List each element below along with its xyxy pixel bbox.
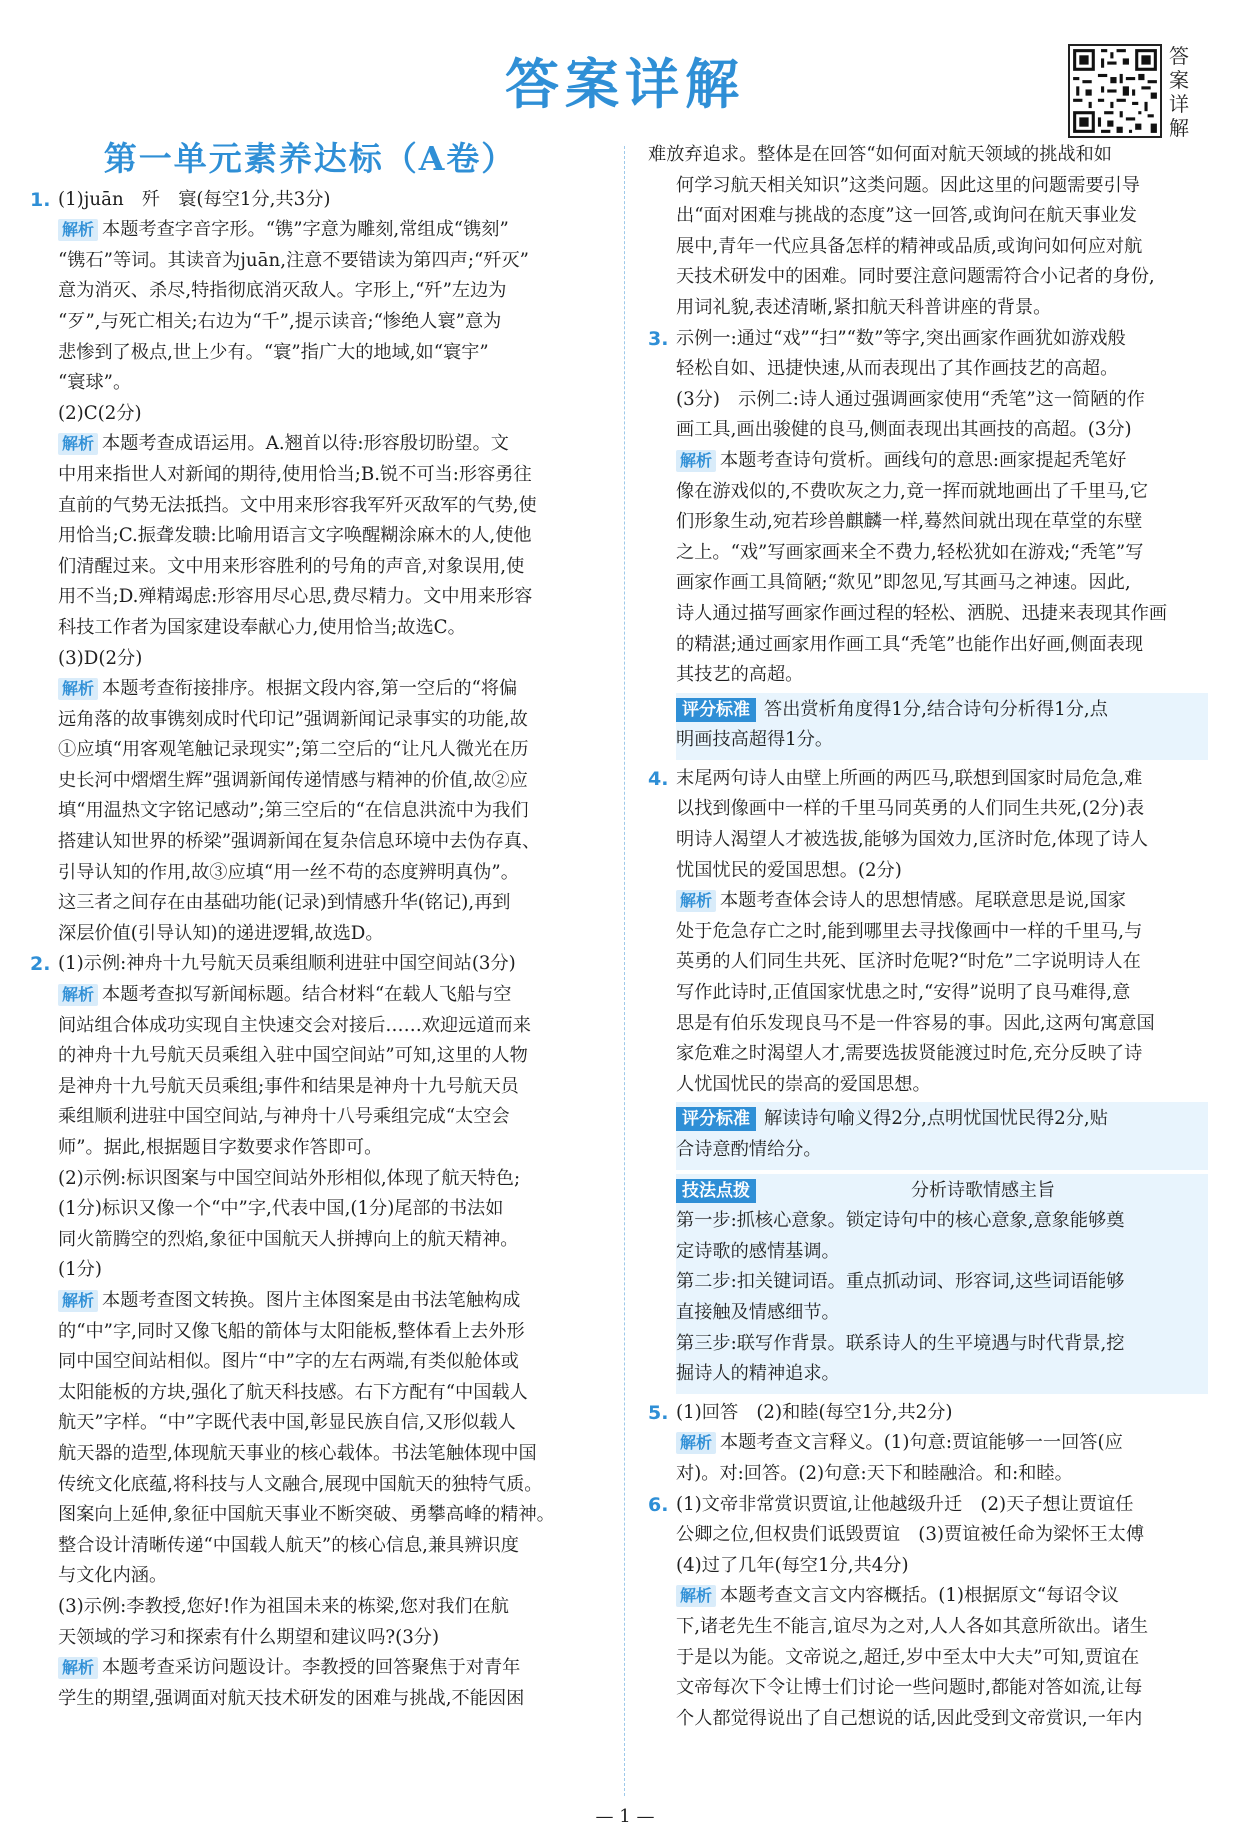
answer-line: 忧国忧民的爱国思想。(2分) <box>676 859 902 881</box>
question-number: 6. <box>648 1493 669 1516</box>
answer-line: (1分)标识又像一个“中”字,代表中国,(1分)尾部的书法如 <box>58 1198 504 1220</box>
analysis-text: 思是有伯乐发现良马不是一件容易的事。因此,这两句寓意国 <box>676 1012 1155 1034</box>
analysis-text: 文帝每次下令让博士们讨论一些问题时,都能对答如流,让每 <box>676 1677 1143 1699</box>
analysis-text: 个人都觉得说出了自己想说的话,因此受到文帝赏识,一年内 <box>676 1707 1143 1729</box>
analysis-text: 之上。“戏”写画家画来全不费力,轻松犹如在游戏;“秃笔”写 <box>676 541 1144 563</box>
scoring-box <box>676 693 1208 760</box>
analysis-line <box>58 429 590 460</box>
analysis-text: 家危难之时渴望人才,需要选拔贤能渡过时危,充分反映了诗 <box>676 1043 1143 1065</box>
analysis-text: 本题考查图文转换。图片主体图案是由书法笔触构成 <box>102 1289 521 1311</box>
analysis-line <box>58 1653 590 1684</box>
page-number: — 1 — <box>595 1806 655 1827</box>
analysis-text: 这三者之间存在由基础功能(记录)到情感升华(铭记),再到 <box>58 892 511 914</box>
method-tip-text: 第一步:抓核心意象。锁定诗句中的核心意象,意象能够奠 <box>676 1210 1125 1232</box>
analysis-tag: 解析 <box>676 450 716 472</box>
question-1 <box>30 185 590 950</box>
page-title: 答案详解 <box>505 53 745 116</box>
question-2 <box>30 949 590 1714</box>
scoring-box <box>676 1102 1208 1169</box>
method-tip-title: 分析诗歌情感主旨 <box>911 1179 1055 1201</box>
answer-line: (1分) <box>58 1259 102 1281</box>
analysis-text: ①应填“用客观笔触记录现实”;第二空后的“让凡人微光在历 <box>58 739 529 761</box>
question-number: 1. <box>30 188 51 211</box>
analysis-text: 下,诸老先生不能言,谊尽为之对,人人各如其意所欲出。诸生 <box>676 1615 1149 1637</box>
qr-code-icon[interactable] <box>1068 44 1162 138</box>
analysis-text: 的“中”字,同时又像飞船的箭体与太阳能板,整体看上去外形 <box>58 1320 525 1342</box>
scoring-badge: 评分标准 <box>676 698 756 722</box>
analysis-tag: 解析 <box>58 678 98 700</box>
analysis-text: 直前的气势无法抵挡。文中用来形容我军歼灭敌军的气势,使 <box>58 494 537 516</box>
qr-caption-char: 答 <box>1169 44 1189 68</box>
analysis-text: 乘组顺利进驻中国空间站,与神舟十八号乘组完成“太空会 <box>58 1106 510 1128</box>
left-column <box>30 140 590 1714</box>
answer-line: 以找到像画中一样的千里马同英勇的人们同生共死,(2分)表 <box>676 798 1145 820</box>
answer-line: (1)juān 歼 寰(每空1分,共3分) <box>58 188 331 210</box>
analysis-text: 间站组合体成功实现自主快速交会对接后……欢迎远道而来 <box>58 1014 531 1036</box>
analysis-text: 用不当;D.殚精竭虑:形容用尽心思,费尽精力。文中用来形容 <box>58 586 533 608</box>
answer-line: (1)回答 (2)和睦(每空1分,共2分) <box>676 1401 953 1423</box>
question-6 <box>648 1490 1208 1735</box>
question-2-continued <box>648 140 1208 324</box>
analysis-text: 远角落的故事镌刻成时代印记”强调新闻记录事实的功能,故 <box>58 708 528 730</box>
method-tip-text: 定诗歌的感情基调。 <box>676 1240 840 1262</box>
question-number: 5. <box>648 1401 669 1424</box>
question-5 <box>648 1398 1208 1490</box>
page-footer <box>0 1806 1250 1827</box>
analysis-text: 出“面对困难与挑战的态度”这一回答,或询问在航天事业发 <box>676 205 1137 227</box>
analysis-text: “歹”,与死亡相关;右边为“千”,提示读音;“惨绝人寰”意为 <box>58 310 502 332</box>
answer-line: 同火箭腾空的烈焰,象征中国航天人拼搏向上的航天精神。 <box>58 1228 519 1250</box>
qr-caption <box>1168 44 1190 140</box>
analysis-tag: 解析 <box>58 219 98 241</box>
answer-line: 轻松自如、迅捷快速,从而表现出了其作画技艺的高超。 <box>676 358 1119 380</box>
analysis-text: 画家作画工具简陋;“欻见”即忽见,写其画马之神速。因此, <box>676 572 1131 594</box>
analysis-text: 天技术研发中的困难。同时要注意问题需符合小记者的身份, <box>676 266 1155 288</box>
answer-line: (1)文帝非常赏识贾谊,让他越级升迁 (2)天子想让贾谊任 <box>676 1493 1134 1515</box>
analysis-text: 本题考查字音字形。“镌”字意为雕刻,常组成“镌刻” <box>102 219 509 241</box>
answer-line: (1)示例:神舟十九号航天员乘组顺利进驻中国空间站(3分) <box>58 953 516 975</box>
analysis-text: 本题考查诗句赏析。画线句的意思:画家提起秃笔好 <box>720 449 1127 471</box>
column-divider <box>624 146 625 1796</box>
analysis-text: 本题考查文言释义。(1)句意:贾谊能够一一回答(应 <box>720 1432 1123 1454</box>
analysis-text: 航天器的造型,体现航天事业的核心载体。书法笔触体现中国 <box>58 1442 537 1464</box>
analysis-text: 诗人通过描写画家作画过程的轻松、洒脱、迅捷来表现其作画 <box>676 602 1168 624</box>
scoring-text: 答出赏析角度得1分,结合诗句分析得1分,点 <box>764 698 1108 720</box>
analysis-text: 意为消灭、杀尽,特指彻底消灭敌人。字形上,“歼”左边为 <box>58 280 507 302</box>
qr-caption-char: 解 <box>1169 116 1189 140</box>
analysis-text: 处于危急存亡之时,能到哪里去寻找像画中一样的千里马,与 <box>676 920 1143 942</box>
scoring-badge: 评分标准 <box>676 1107 756 1131</box>
question-number: 4. <box>648 767 669 790</box>
section-title: 第一单元素养达标（A卷） <box>103 139 517 178</box>
answer-line: (3)D(2分) <box>58 647 143 669</box>
analysis-tag: 解析 <box>676 1432 716 1454</box>
question-3 <box>648 324 1208 760</box>
scoring-text: 解读诗句喻义得2分,点明忧国忧民得2分,贴 <box>764 1108 1108 1130</box>
analysis-line <box>58 215 590 246</box>
answer-line: (4)过了几年(每空1分,共4分) <box>676 1554 909 1576</box>
answer-line: 公卿之位,但权贵们诋毁贾谊 (3)贾谊被任命为梁怀王太傅 <box>676 1524 1145 1546</box>
analysis-text: “镌石”等词。其读音为juān,注意不要错读为第四声;“歼灭” <box>58 249 529 271</box>
analysis-text: 科技工作者为国家建设奉献心力,使用恰当;故选C。 <box>58 616 466 638</box>
analysis-tag: 解析 <box>676 1585 716 1607</box>
qr-code-graphic <box>1070 46 1160 136</box>
analysis-text: 深层价值(引导认知)的递进逻辑,故选D。 <box>58 922 384 944</box>
analysis-text: 用词礼貌,表述清晰,紧扣航天科普讲座的背景。 <box>676 296 1052 318</box>
analysis-text: 本题考查衔接排序。根据文段内容,第一空后的“将偏 <box>102 678 518 700</box>
analysis-line <box>58 674 590 705</box>
analysis-line <box>676 1428 1208 1459</box>
analysis-text: 于是以为能。文帝说之,超迁,岁中至太中大夫”可知,贾谊在 <box>676 1646 1140 1668</box>
analysis-text: 本题考查采访问题设计。李教授的回答聚焦于对青年 <box>102 1657 521 1679</box>
analysis-text: 本题考查拟写新闻标题。结合材料“在载人飞船与空 <box>102 984 512 1006</box>
analysis-text: 填“用温热文字铭记感动”;第三空后的“在信息洪流中为我们 <box>58 800 529 822</box>
qr-caption-char: 案 <box>1169 68 1189 92</box>
analysis-text: 整合设计清晰传递“中国载人航天”的核心信息,兼具辨识度 <box>58 1534 519 1556</box>
question-4 <box>648 764 1208 1394</box>
analysis-text: 人忧国忧民的崇高的爱国思想。 <box>676 1073 931 1095</box>
analysis-text: 对)。对:回答。(2)句意:天下和睦融洽。和:和睦。 <box>676 1462 1073 1484</box>
analysis-text: 传统文化底蕴,将科技与人文融合,展现中国航天的独特气质。 <box>58 1473 543 1495</box>
analysis-text: 写作此诗时,正值国家忧患之时,“安得”说明了良马难得,意 <box>676 982 1131 1004</box>
analysis-text: 悲惨到了极点,世上少有。“寰”指广大的地域,如“寰宇” <box>58 341 489 363</box>
analysis-text: 的神舟十九号航天员乘组入驻中国空间站”可知,这里的人物 <box>58 1045 528 1067</box>
answer-line: 天领域的学习和探索有什么期望和建议吗?(3分) <box>58 1626 440 1648</box>
analysis-line <box>58 980 590 1011</box>
answer-line: 明诗人渴望人才被选拔,能够为国效力,匡济时危,体现了诗人 <box>676 829 1149 851</box>
analysis-line <box>676 886 1208 917</box>
analysis-line <box>676 446 1208 477</box>
scoring-line <box>676 695 1202 726</box>
method-tip-badge: 技法点拨 <box>676 1179 756 1203</box>
analysis-tag: 解析 <box>58 984 98 1006</box>
analysis-text: 太阳能板的方块,强化了航天科技感。右下方配有“中国载人 <box>58 1381 528 1403</box>
analysis-line <box>58 1286 590 1317</box>
analysis-text: 图案向上延伸,象征中国航天事业不断突破、勇攀高峰的精神。 <box>58 1504 555 1526</box>
analysis-text: 史长河中熠熠生辉”强调新闻传递情感与精神的价值,故②应 <box>58 769 528 791</box>
question-number: 3. <box>648 327 669 350</box>
analysis-text: 何学习航天相关知识”这类问题。因此这里的问题需要引导 <box>676 174 1140 196</box>
analysis-tag: 解析 <box>676 890 716 912</box>
analysis-text: 们形象生动,宛若珍兽麒麟一样,蓦然间就出现在草堂的东壁 <box>676 511 1143 533</box>
analysis-text: 是神舟十九号航天员乘组;事件和结果是神舟十九号航天员 <box>58 1075 519 1097</box>
analysis-text: 展中,青年一代应具备怎样的精神或品质,或询问如何应对航 <box>676 235 1143 257</box>
answer-line: (2)示例:标识图案与中国空间站外形相似,体现了航天特色; <box>58 1167 521 1189</box>
answer-line: (2)C(2分) <box>58 402 142 424</box>
method-tip-header <box>676 1176 1202 1207</box>
answer-line: (3分) 示例二:诗人通过强调画家使用“秃笔”这一简陋的作 <box>676 388 1145 410</box>
analysis-text: 其技艺的高超。 <box>676 664 804 686</box>
method-tip-box <box>676 1174 1208 1394</box>
analysis-text: 用恰当;C.振聋发聩:比喻用语言文字唤醒糊涂麻木的人,使他 <box>58 525 532 547</box>
answer-line: (3)示例:李教授,您好!作为祖国未来的栋梁,您对我们在航 <box>58 1595 509 1617</box>
analysis-text: 本题考查体会诗人的思想情感。尾联意思是说,国家 <box>720 890 1126 912</box>
analysis-text: 航天”字样。“中”字既代表中国,彰显民族自信,又形似载人 <box>58 1412 516 1434</box>
analysis-text: 引导认知的作用,故③应填“用一丝不苟的态度辨明真伪”。 <box>58 861 519 883</box>
scoring-text: 合诗意酌情给分。 <box>676 1139 822 1160</box>
analysis-text: 同中国空间站相似。图片“中”字的左右两端,有类似舱体或 <box>58 1351 519 1373</box>
analysis-text: “寰球”。 <box>58 372 132 394</box>
question-number: 2. <box>30 953 51 976</box>
scoring-text: 明画技高超得1分。 <box>676 729 834 751</box>
analysis-tag: 解析 <box>58 1290 98 1312</box>
answer-line: 画工具,画出骏健的良马,侧面表现出其画技的高超。(3分) <box>676 419 1132 441</box>
analysis-tag: 解析 <box>58 1657 98 1679</box>
analysis-text: 搭建认知世界的桥梁”强调新闻在复杂信息环境中去伪存真、 <box>58 831 541 853</box>
qr-caption-char: 详 <box>1169 92 1189 116</box>
analysis-text: 们清醒过来。文中用来形容胜利的号角的声音,对象误用,使 <box>58 555 525 577</box>
analysis-text: 与文化内涵。 <box>58 1565 168 1587</box>
analysis-text: 英勇的人们同生共死、匡济时危呢?“时危”二字说明诗人在 <box>676 951 1141 973</box>
analysis-text: 师”。据此,根据题目字数要求作答即可。 <box>58 1137 383 1158</box>
analysis-tag: 解析 <box>58 433 98 455</box>
analysis-text: 本题考查文言文内容概括。(1)根据原文“每诏令议 <box>720 1585 1119 1607</box>
analysis-text: 像在游戏似的,不费吹灰之力,竟一挥而就地画出了千里马,它 <box>676 480 1149 502</box>
method-tip-text: 掘诗人的精神追求。 <box>676 1363 840 1385</box>
method-tip-text: 第二步:扣关键词语。重点抓动词、形容词,这些词语能够 <box>676 1271 1125 1293</box>
analysis-line <box>676 1581 1208 1612</box>
analysis-text: 的精湛;通过画家用作画工具“秃笔”也能作出好画,侧面表现 <box>676 633 1144 655</box>
right-column <box>648 140 1208 1734</box>
analysis-text: 学生的期望,强调面对航天技术研发的困难与挑战,不能因困 <box>58 1687 525 1709</box>
answer-line: 末尾两句诗人由壁上所画的两匹马,联想到国家时局危急,难 <box>676 767 1143 789</box>
method-tip-text: 直接触及情感细节。 <box>676 1301 840 1323</box>
method-tip-text: 第三步:联写作背景。联系诗人的生平境遇与时代背景,挖 <box>676 1332 1125 1354</box>
answer-line: 示例一:通过“戏”“扫”“数”等字,突出画家作画犹如游戏般 <box>676 327 1126 349</box>
analysis-text: 难放弃追求。整体是在回答“如何面对航天领域的挑战和如 <box>648 144 1112 165</box>
scoring-line <box>676 1104 1202 1135</box>
analysis-text: 中用来指世人对新闻的期待,使用恰当;B.锐不可当:形容勇往 <box>58 463 532 485</box>
analysis-text: 本题考查成语运用。A.翘首以待:形容殷切盼望。文 <box>102 433 509 455</box>
